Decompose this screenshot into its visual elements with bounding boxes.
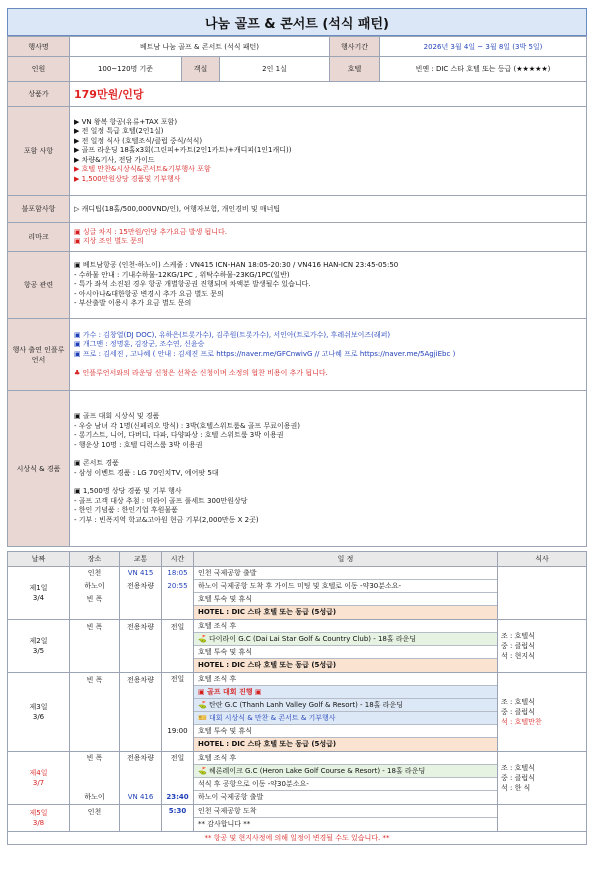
period-value: 2026년 3월 4일 ~ 3월 8일 (3박 5일) [380, 37, 587, 57]
guest-item: ▣ 프로 : 김세진 , 고나혜 ( 안내 : 김세진 프로 https://naver.me/GFCnwivG // 고나혜 프로 https://naver.me/5AgjiEbc ) [74, 349, 456, 358]
day-transport: VN 415 전용차량 [120, 567, 162, 620]
day-meals: 조 : 호텔식 중 : 클럽식 석 : 한 식 [498, 752, 587, 805]
guest-list [70, 319, 587, 391]
award-list [70, 391, 587, 547]
day-meals [498, 567, 587, 620]
day-transport: 전용차량 [120, 673, 162, 752]
guest-item: ▣ 개그맨 : 정명훈, 김장군, 조수연, 신윤승 [74, 340, 205, 348]
include-list [70, 107, 587, 196]
event: 호텔 조식 후 [194, 620, 497, 633]
day-meals: 조 : 호텔식 중 : 클럽식 석 : 호텔만찬 [498, 673, 587, 752]
hotel-label: 호텔 [330, 57, 380, 82]
price-value: 179만원/인당 [74, 88, 144, 101]
room-value: 2인 1실 [220, 57, 330, 82]
day-label: 제1일 3/4 [8, 567, 70, 620]
period-label: 행사기간 [330, 37, 380, 57]
award-item: - 롱기스트, 니어, 다버디, 다파, 다양파상 : 호텔 스위트룸 3박 이용권 [74, 431, 284, 439]
itinerary-page [7, 8, 587, 845]
remark-item: ▣ 지상 조인 별도 문의 [74, 237, 144, 245]
include-item: ▶ 전 일정 식사 (호텔조식/클럽 중식/석식) [74, 136, 203, 145]
event: 호텔 투숙 및 휴식 [194, 593, 497, 606]
day-places: 인천 하노이 빈 폭 [70, 567, 120, 620]
guest-note: ♣ 인플루언서와의 라운딩 신청은 선착순 신청이며 소정의 협찬 비용이 추가 됩니다. [74, 369, 328, 377]
people-label: 인원 [8, 57, 70, 82]
golf-tournament-banner: ▣ 골프 대회 진행 ▣ [194, 686, 497, 699]
event: 석식 후 공항으로 이동 -약30분소요- [194, 778, 497, 791]
award-item: ▣ 콘서트 경품 [74, 459, 119, 467]
golf-event: ⛳ 다이라이 G.C (Dai Lai Star Golf & Country Club) - 18홀 라운딩 [194, 633, 497, 646]
golf-event: ⛳ 탄란 G.C (Thanh Lanh Valley Golf & Resort) - 18홀 라운딩 [194, 699, 497, 712]
day-times: 18:05 20:55 [162, 567, 194, 620]
day-row [8, 752, 587, 805]
event: 호텔 투숙 및 휴식 [194, 725, 497, 738]
award-item: - 우승 남녀 각 1명(신페리오 방식) : 3박(호텔스위트룸& 골프 무료이용권) [74, 421, 301, 430]
award-item: ▣ 골프 대회 시상식 및 경품 [74, 412, 160, 420]
col-schedule: 일 정 [194, 552, 498, 567]
price-label: 상품가 [8, 82, 70, 107]
hotel-event: HOTEL : DIC 스타 호텔 또는 동급 (5성급) [194, 659, 497, 672]
schedule-footer-note: ** 항공 및 현지사정에 의해 일정이 변경될 수도 있습니다. ** [8, 832, 587, 845]
day-meals: 조 : 호텔식 중 : 클럽식 석 : 현지식 [498, 620, 587, 673]
hotel-event: HOTEL : DIC 스타 호텔 또는 동급 (5성급) [194, 606, 497, 619]
event-name: 베트남 나눔 골프 & 콘서트 (석식 패턴) [70, 37, 330, 57]
include-item: ▶ 전 일정 특급 호텔(2인1실) [74, 127, 164, 136]
award-item: - 기부 : 빈폭지역 학교&고아원 현금 기부(2,000만동 X 2곳) [74, 515, 259, 524]
flight-item: - 아시아나&대한항공 변경시 추가 요금 별도 문의 [74, 289, 224, 298]
day-transport: 전용차량 VN 416 [120, 752, 162, 805]
day-places: 빈 폭 [70, 673, 120, 752]
schedule-table [7, 551, 587, 845]
guest-item: ▣ 가수 : 김창열(DJ DOC), 유하은(트롯가수), 김주원(트롯가수), 서인아(트로가수), 후레쉬보이즈(래퍼) [74, 330, 391, 339]
golf-event: ⛳ 헤론레이크 G.C (Heron Lake Golf Course & Resort) - 18홀 라운딩 [194, 765, 497, 778]
event: 인천 국제공항 도착 [194, 805, 497, 818]
page-title: 나눔 골프 & 콘서트 (석식 패턴) [7, 8, 587, 36]
flight-label: 항공 관련 [8, 252, 70, 319]
event: 하노이 국제공항 출발 [198, 793, 264, 801]
day-places: 인천 [70, 805, 120, 832]
award-item: - 골프 고객 대상 추첨 : 미라이 골프 풀세트 300만원상당 [74, 496, 248, 505]
room-label: 객실 [182, 57, 220, 82]
award-item: - 한인 기념품 : 한인기업 후원물품 [74, 506, 178, 514]
include-item: ▶ VN 왕복 항공(유류+TAX 포함) [74, 117, 178, 126]
day-meals [498, 805, 587, 832]
event: ** 감사합니다 ** [198, 820, 251, 828]
info-table [7, 36, 587, 547]
day-transport: 전용차량 [120, 620, 162, 673]
flight-item: - 특가 좌석 소진된 경우 항공 개별항공권 진행되며 차액분 발생될수 있습니다. [74, 280, 311, 289]
col-place: 장소 [70, 552, 120, 567]
day-label: 제3일 3/6 [8, 673, 70, 752]
flight-item: ▣ 베트남항공 (인천-하노이) 스케줄 : VN415 ICN-HAN 18:05-20:30 / VN416 HAN-ICN 23:45-05:50 [74, 261, 399, 270]
award-item: ▣ 1,500명 상당 경품 및 기부 행사 [74, 487, 182, 495]
day-label: 제2일 3/5 [8, 620, 70, 673]
event-name-label: 행사명 [8, 37, 70, 57]
include-item: ▶ 골프 라운딩 18홀x3회(그린피+카트(2인1카트)+캐디피(1인1캐디)) [74, 146, 292, 155]
col-time: 시간 [162, 552, 194, 567]
exclude-value: ▷ 캐디팁(18홀/500,000VND/인), 여행자보험, 개인경비 및 매너팁 [70, 196, 587, 223]
day-times: 전일 19:00 [162, 673, 194, 752]
day-times: 5:30 [162, 805, 194, 832]
event: 호텔 투숙 및 휴식 [194, 646, 497, 659]
event: 하노이 국제공항 도착 후 가이드 미팅 및 호텔로 이동 -약30분소요- [194, 580, 497, 593]
exclude-label: 불포함사항 [8, 196, 70, 223]
award-item: - 행운상 10명 : 호텔 디럭스룸 3박 이용권 [74, 440, 203, 449]
include-label: 포함 사항 [8, 107, 70, 196]
award-label: 시상식 & 경품 [8, 391, 70, 547]
day-places: 빈 폭 [70, 620, 120, 673]
day-transport [120, 805, 162, 832]
day-row [8, 620, 587, 673]
guest-label: 행사 출연 인플루언서 [8, 319, 70, 391]
hotel-event: HOTEL : DIC 스타 호텔 또는 동급 (5성급) [194, 738, 497, 751]
day-row [8, 567, 587, 620]
col-transport: 교통 [120, 552, 162, 567]
event: 인천 국제공항 출발 [194, 567, 497, 580]
include-item-highlight: ▶ 호텔 만찬&시상식&콘서트&기부행사 포함 [74, 165, 211, 174]
day-row [8, 805, 587, 832]
col-date: 날짜 [8, 552, 70, 567]
flight-item: - 수하물 안내 : 기내수하물-12KG/1PC , 위탁수하물-23KG/1PC(일반) [74, 270, 290, 279]
day-label: 제4일 3/7 [8, 752, 70, 805]
remark-label: 리마크 [8, 223, 70, 252]
event: 호텔 조식 후 [194, 752, 497, 765]
hotel-value: 빈옌 : DIC 스타 호텔 또는 등급 (★★★★★) [380, 57, 587, 82]
day-label: 제5일 3/8 [8, 805, 70, 832]
flight-info [70, 252, 587, 319]
day-times: 전일 23:40 [162, 752, 194, 805]
flight-item: - 부산출발 이용시 추가 요금 별도 문의 [74, 299, 192, 308]
event: 호텔 조식 후 [194, 673, 497, 686]
award-item: - 삼성 이벤트 경품 : LG 70인치TV, 에어팟 5대 [74, 468, 219, 477]
remark-item: ▣ 싱글 차지 : 15만원/인당 추가요금 발생 됩니다. [74, 227, 227, 236]
include-item-highlight: ▶ 1,500만원상당 경품및 기부행사 [74, 174, 181, 183]
col-meals: 식사 [498, 552, 587, 567]
day-times: 전일 [162, 620, 194, 673]
ceremony-event: 🎫 대회 시상식 & 만찬 & 콘서트 & 기부행사 [194, 712, 497, 725]
day-places: 빈 폭 하노이 [70, 752, 120, 805]
day-row [8, 673, 587, 752]
include-item: ▶ 차량&기사, 전담 가이드 [74, 155, 155, 164]
people-value: 100~120명 기준 [70, 57, 182, 82]
